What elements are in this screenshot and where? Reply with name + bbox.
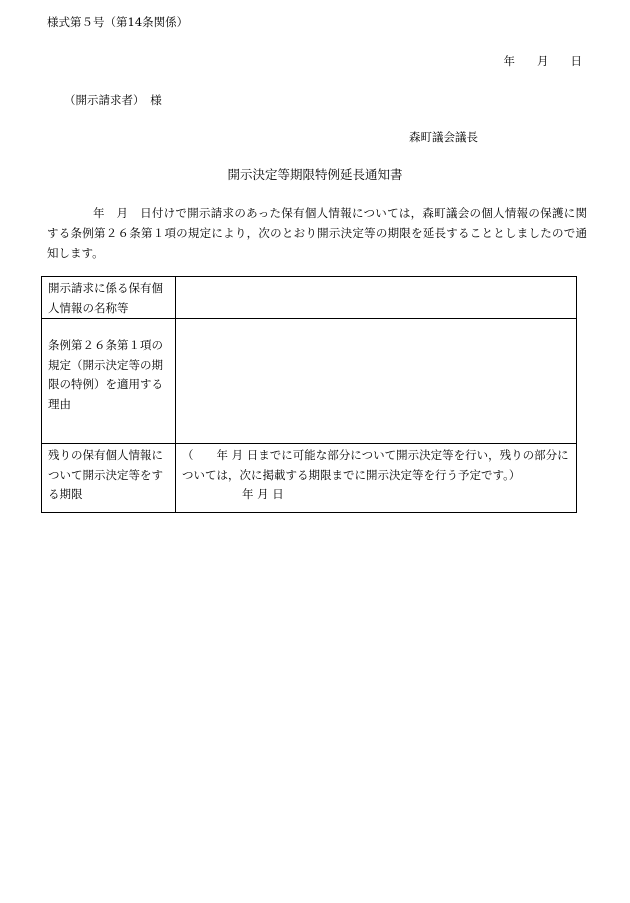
deadline-date: 年 月 日 [242,487,284,501]
addressee: （開示請求者） 様 [64,93,162,107]
date-line [504,53,583,69]
row-label: 条例第２６条第１項の規定（開示決定等の期限の特例）を適用する理由 [42,319,176,444]
date-day: 日 [570,54,582,68]
row-label: 開示請求に係る保有個人情報の名称等 [42,277,176,319]
table-row [42,319,577,444]
row-value [176,444,577,513]
row-value [176,277,577,319]
row-label: 残りの保有個人情報について開示決定等をする期限 [42,444,176,513]
info-table [41,276,577,513]
document-title: 開示決定等期限特例延長通知書 [227,167,403,182]
row-value [176,319,577,444]
date-month: 月 [537,54,549,68]
date-year: 年 [503,54,515,68]
sender: 森町議会議長 [409,130,478,144]
table-row [42,277,577,319]
body-paragraph: 年 月 日付けで開示請求のあった保有個人情報については，森町議会の個人情報の保護に関する条例第２６条第１項の規定により，次のとおり開示決定等の期限を延長することとしましたので通知します。 [47,206,587,260]
row-value-text: （ 年 月 日までに可能な部分について開示決定等を行い，残りの部分については，次に掲載する期限までに開示決定等を行う予定です。） [182,448,569,482]
table-row [42,444,577,513]
form-number: 様式第５号（第14条関係） [47,15,189,29]
